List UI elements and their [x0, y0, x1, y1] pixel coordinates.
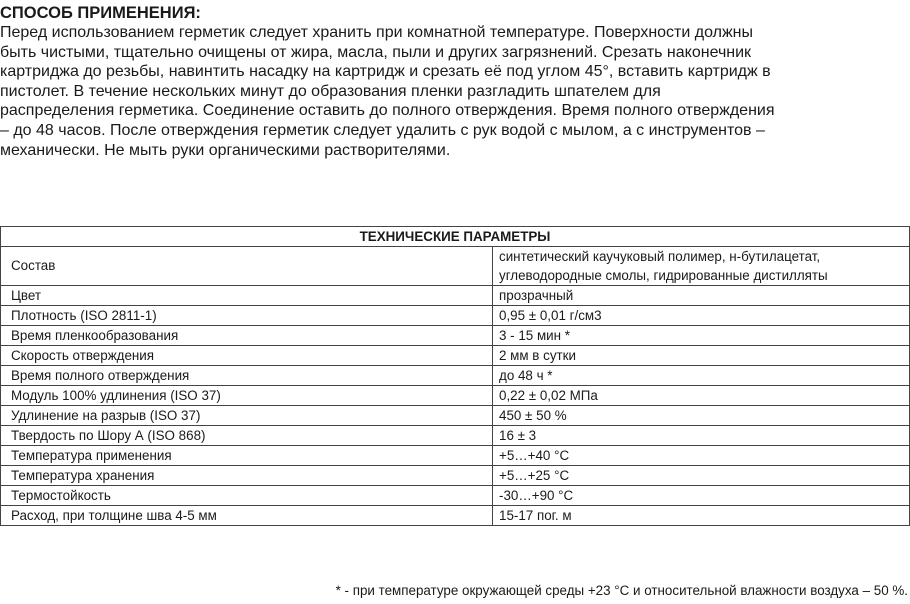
tech-params-table — [0, 226, 910, 526]
table-row — [1, 286, 910, 306]
param-value: 0,22 ± 0,02 МПа — [493, 386, 910, 406]
param-name: Термостойкость — [1, 486, 493, 506]
table-header-row — [1, 227, 910, 247]
table-row — [1, 346, 910, 366]
usage-line: Перед использованием герметик следует хранить при комнатной температуре. Поверхности должны — [0, 24, 754, 41]
param-value: +5…+40 °С — [493, 446, 910, 466]
param-value: синтетический каучуковый полимер, н-бутилацетат, углеводородные смолы, гидрированные дистилляты — [493, 247, 910, 286]
param-name: Твердость по Шору А (ISO 868) — [1, 426, 493, 446]
table-title: ТЕХНИЧЕСКИЕ ПАРАМЕТРЫ — [1, 227, 910, 247]
table-row — [1, 326, 910, 346]
param-name: Плотность (ISO 2811-1) — [1, 306, 493, 326]
table-row — [1, 247, 910, 286]
usage-line: пистолет. В течение нескольких минут до образования пленки разгладить шпателем для — [0, 82, 661, 100]
param-name: Температура применения — [1, 446, 493, 466]
param-name: Расход, при толщине шва 4-5 мм — [1, 506, 493, 526]
param-value: 0,95 ± 0,01 г/см3 — [493, 306, 910, 326]
param-value: 16 ± 3 — [493, 426, 910, 446]
usage-title: СПОСОБ ПРИМЕНЕНИЯ: — [0, 4, 201, 22]
param-value: 2 мм в сутки — [493, 346, 910, 366]
table-row — [1, 386, 910, 406]
param-name: Температура хранения — [1, 466, 493, 486]
table-row — [1, 486, 910, 506]
param-name: Состав — [1, 247, 493, 286]
table-row — [1, 466, 910, 486]
table-row — [1, 366, 910, 386]
param-value: 3 - 15 мин * — [493, 326, 910, 346]
param-value: 15-17 пог. м — [493, 506, 910, 526]
param-name: Модуль 100% удлинения (ISO 37) — [1, 386, 493, 406]
footnote: * - при температуре окружающей среды +23 °С и относительной влажности воздуха – 50 %. — [335, 583, 908, 598]
param-name: Цвет — [1, 286, 493, 306]
param-value: +5…+25 °С — [493, 466, 910, 486]
param-name: Время полного отверждения — [1, 366, 493, 386]
table-row — [1, 406, 910, 426]
param-value: 450 ± 50 % — [493, 406, 910, 426]
param-name: Время пленкообразования — [1, 326, 493, 346]
param-value: -30…+90 °С — [493, 486, 910, 506]
param-value: до 48 ч * — [493, 366, 910, 386]
usage-line: быть чистыми, тщательно очищены от жира, масла, пыли и других загрязнений. Срезать наконечник — [0, 43, 752, 61]
table-row — [1, 426, 910, 446]
table-row — [1, 506, 910, 526]
usage-line: – до 48 часов. После отверждения герметик следует удалить с рук водой с мылом, а с инструментов – — [0, 121, 765, 139]
usage-line: распределения герметика. Соединение оставить до полного отверждения. Время полного отверждения — [0, 102, 775, 120]
param-name: Скорость отверждения — [1, 346, 493, 366]
usage-line: механически. Не мыть руки органическими растворителями. — [0, 141, 451, 159]
usage-line: картриджа до резьбы, навинтить насадку на картридж и срезать её под углом 45°, вставить картридж в — [0, 63, 771, 81]
param-name: Удлинение на разрыв (ISO 37) — [1, 406, 493, 426]
usage-section — [0, 3, 908, 160]
table-row — [1, 446, 910, 466]
table-row — [1, 306, 910, 326]
param-value: прозрачный — [493, 286, 910, 306]
